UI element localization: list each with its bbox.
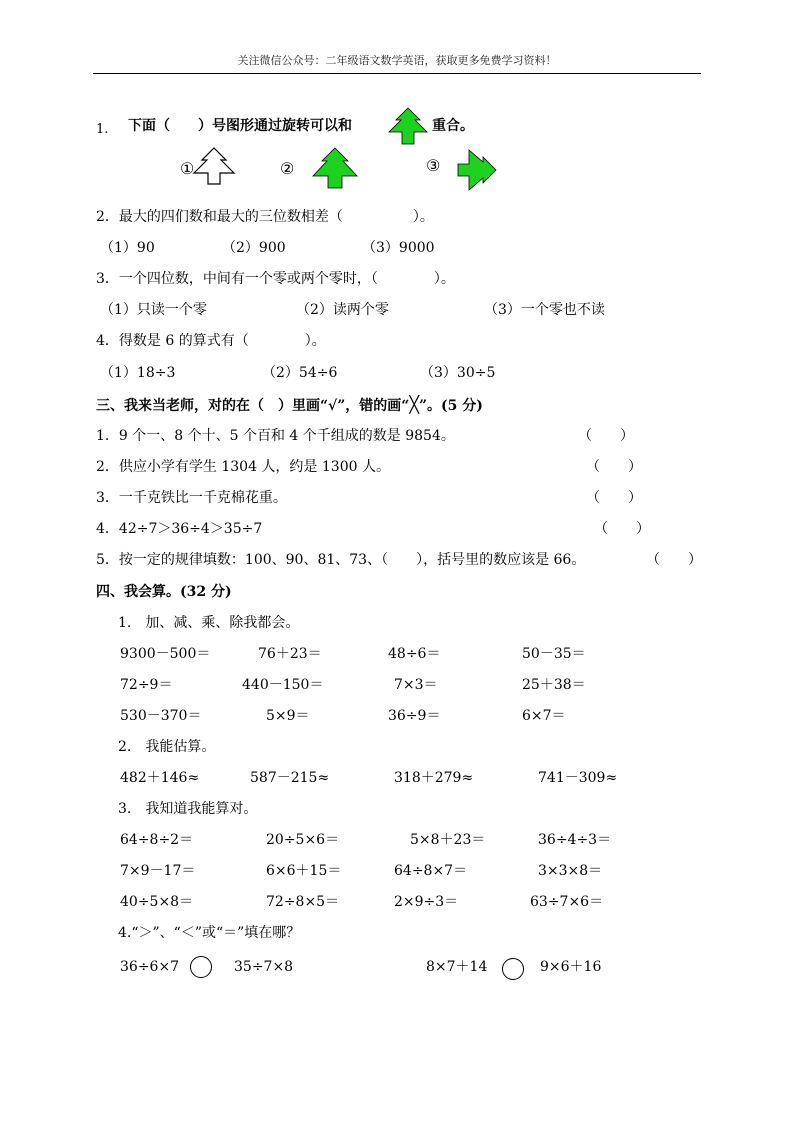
calc1-r3-c4: 6×7＝ xyxy=(522,708,566,724)
tf-item-2: 2．供应小学有学生 1304 人，约是 1300 人。 xyxy=(96,459,390,475)
compare-1-left: 36÷6×7 xyxy=(120,959,180,975)
compare-2-left: 8×7＋14 xyxy=(426,959,488,975)
compare-2-circle[interactable] xyxy=(502,958,524,980)
compare-1-circle[interactable] xyxy=(190,956,212,978)
section3-title: 三、我来当老师，对的在（ ）里画“√”，错的画“╳”。(5 分) xyxy=(96,395,483,414)
q4-option-2: （2）54÷6 xyxy=(262,365,338,381)
compare-1-right: 35÷7×8 xyxy=(234,959,294,975)
tf-paren-4[interactable]: （ ） xyxy=(594,521,650,537)
calc1-r2-c4: 25＋38＝ xyxy=(522,677,586,693)
q1-option-1-label: ① xyxy=(180,159,195,178)
calc2-c2: 587－215≈ xyxy=(250,770,330,786)
q2-option-3: （3）9000 xyxy=(362,240,435,256)
sub2-title: 2. 我能估算。 xyxy=(118,739,216,755)
q4-option-3: （3）30÷5 xyxy=(420,365,496,381)
sub4-title: 4.“＞”、“＜”或“＝”填在哪？ xyxy=(118,925,301,941)
calc1-r3-c2: 5×9＝ xyxy=(266,708,310,724)
calc3-r2-c4: 3×3×8＝ xyxy=(538,863,603,879)
tf-item-3: 3．一千克铁比一千克棉花重。 xyxy=(96,490,287,506)
calc1-r2-c1: 72÷9＝ xyxy=(120,677,173,693)
calc3-r2-c1: 7×9－17＝ xyxy=(120,863,196,879)
section4-title: 四、我会算。(32 分) xyxy=(96,584,232,600)
calc1-r3-c3: 36÷9＝ xyxy=(388,708,441,724)
q1-text-after: 重合。 xyxy=(432,118,474,134)
tf-paren-2[interactable]: （ ） xyxy=(586,459,642,475)
q3-option-2: （2）读两个零 xyxy=(296,302,389,318)
tf-paren-5[interactable]: （ ） xyxy=(646,552,702,568)
calc1-r1-c4: 50－35＝ xyxy=(522,646,586,662)
cross-mark: ╳ xyxy=(409,395,419,414)
calc1-r3-c1: 530－370＝ xyxy=(120,708,202,724)
q4-option-1: （1）18÷3 xyxy=(100,365,176,381)
calc2-c1: 482＋146≈ xyxy=(120,770,200,786)
q3-option-1: （1）只读一个零 xyxy=(100,302,207,318)
calc1-r1-c3: 48÷6＝ xyxy=(388,646,441,662)
q2-option-2: （2）900 xyxy=(222,240,286,256)
calc3-r3-c3: 2×9÷3＝ xyxy=(394,894,459,910)
header-rule xyxy=(93,73,701,74)
calc3-r3-c1: 40÷5×8＝ xyxy=(120,894,194,910)
calc3-r2-c3: 64÷8×7＝ xyxy=(394,863,468,879)
calc1-r2-c3: 7×3＝ xyxy=(394,677,438,693)
tf-paren-3[interactable]: （ ） xyxy=(586,490,642,506)
reference-tree-icon xyxy=(386,106,430,148)
tf-item-5: 5．按一定的规律填数：100、90、81、73、（ ），括号里的数应该是 66。 xyxy=(96,552,586,568)
outline-tree-icon xyxy=(190,145,238,187)
q2-text: 2．最大的四们数和最大的三位数相差（ ）。 xyxy=(96,209,434,225)
q1-option-3-label: ③ xyxy=(426,156,441,175)
tf-item-1: 1．9 个一、8 个十、5 个百和 4 个千组成的数是 9854。 xyxy=(96,428,455,444)
compare-2-right: 9×6＋16 xyxy=(540,959,602,975)
rotated-tree-icon xyxy=(455,148,499,192)
calc2-c4: 741－309≈ xyxy=(538,770,618,786)
q3-text: 3．一个四位数，中间有一个零或两个零时，（ ）。 xyxy=(96,271,455,287)
calc1-r2-c2: 440－150＝ xyxy=(242,677,324,693)
calc1-r1-c2: 76＋23＝ xyxy=(258,646,322,662)
calc3-r2-c2: 6×6＋15＝ xyxy=(266,863,342,879)
calc3-r3-c2: 72÷8×5＝ xyxy=(266,894,340,910)
q4-text: 4．得数是 6 的算式有（ ）。 xyxy=(96,333,326,349)
calc3-r1-c4: 36÷4÷3＝ xyxy=(538,832,612,848)
tf-paren-1[interactable]: （ ） xyxy=(578,428,634,444)
page-header: 关注微信公众号：二年级语文数学英语，获取更多免费学习资料！ xyxy=(237,54,557,67)
green-tree-icon xyxy=(310,146,360,190)
calc3-r1-c1: 64÷8÷2＝ xyxy=(120,832,194,848)
q1-option-2-label: ② xyxy=(280,159,295,178)
calc3-r3-c4: 63÷7×6＝ xyxy=(530,894,604,910)
calc3-r1-c3: 5×8＋23＝ xyxy=(410,832,486,848)
tf-item-4: 4．42÷7＞36÷4＞35÷7 xyxy=(96,521,263,537)
sub3-title: 3. 我知道我能算对。 xyxy=(118,801,258,817)
q3-option-3: （3）一个零也不读 xyxy=(484,302,605,318)
q2-option-1: （1）90 xyxy=(100,240,155,256)
q1-number: 1. xyxy=(96,122,109,137)
calc1-r1-c1: 9300－500＝ xyxy=(120,646,211,662)
sub1-title: 1. 加、减、乘、除我都会。 xyxy=(118,615,300,631)
q1-text: 下面（ ）号图形通过旋转可以和 xyxy=(128,118,352,134)
calc3-r1-c2: 20÷5×6＝ xyxy=(266,832,340,848)
calc2-c3: 318＋279≈ xyxy=(394,770,474,786)
